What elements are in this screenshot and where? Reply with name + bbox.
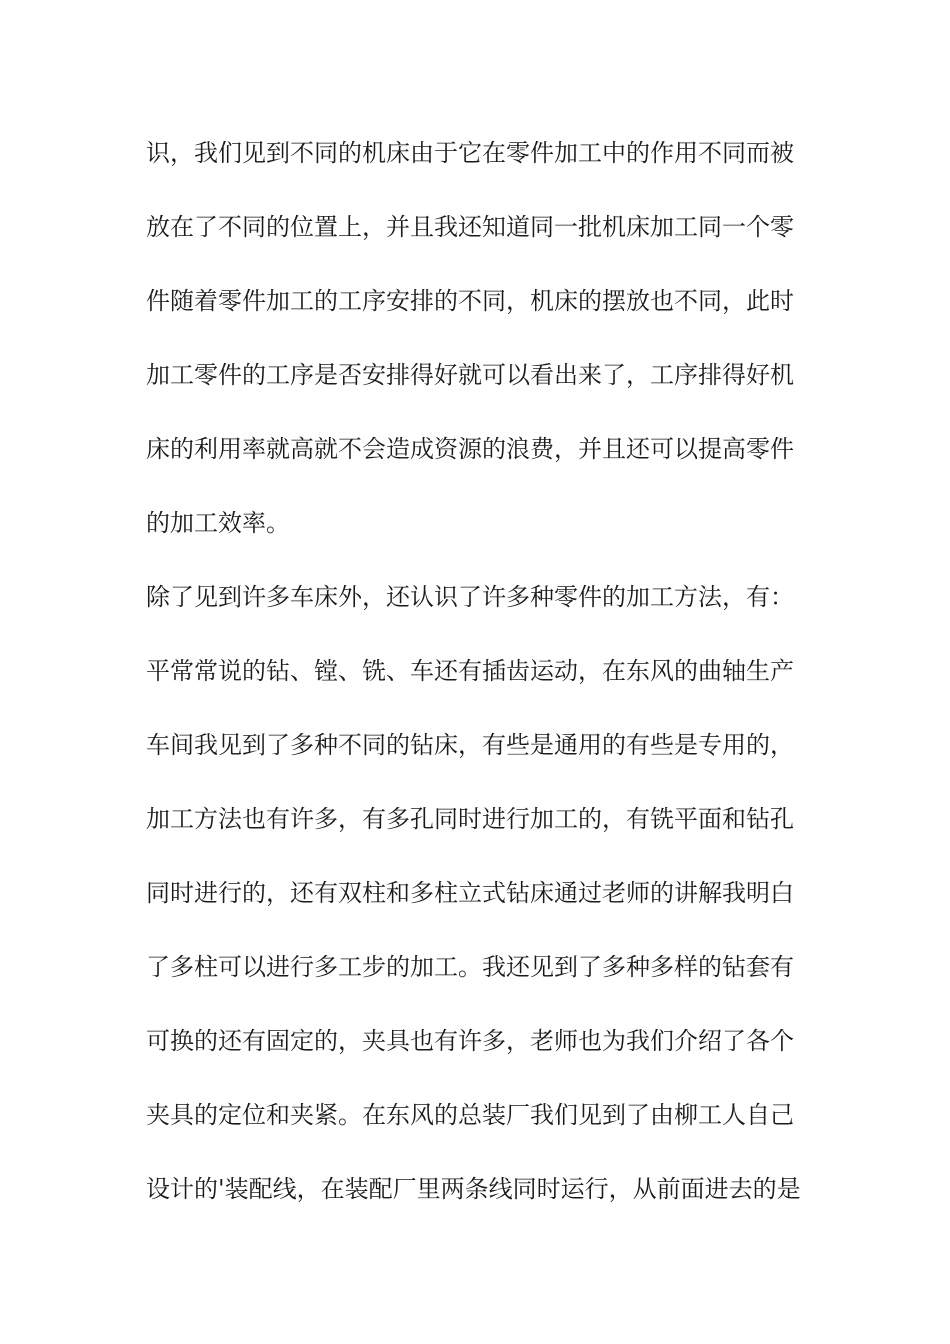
text-line: 平常常说的钻、镗、铣、车还有插齿运动，在东风的曲轴生产: [146, 657, 794, 685]
text-line: 的加工效率。: [146, 509, 290, 537]
text-line: 识，我们见到不同的机床由于它在零件加工中的作用不同而被: [146, 139, 794, 167]
text-line: 床的利用率就高就不会造成资源的浪费，并且还可以提高零件: [146, 435, 794, 463]
text-line: 加工零件的工序是否安排得好就可以看出来了，工序排得好机: [146, 361, 794, 389]
text-line: 了多柱可以进行多工步的加工。我还见到了多种多样的钻套有: [146, 953, 794, 981]
text-line: 加工方法也有许多，有多孔同时进行加工的，有铣平面和钻孔: [146, 805, 794, 833]
text-line: 夹具的定位和夹紧。在东风的总装厂我们见到了由柳工人自己: [146, 1101, 794, 1129]
text-line: 件随着零件加工的工序安排的不同，机床的摆放也不同，此时: [146, 287, 794, 315]
text-line: 放在了不同的位置上，并且我还知道同一批机床加工同一个零: [146, 213, 794, 241]
text-line: 除了见到许多车床外，还认识了许多种零件的加工方法，有：: [146, 583, 794, 611]
text-line: 可换的还有固定的，夹具也有许多，老师也为我们介绍了各个: [146, 1027, 794, 1055]
text-line: 设计的'装配线，在装配厂里两条线同时运行，从前面进去的是: [146, 1175, 801, 1203]
text-line: 同时进行的，还有双柱和多柱立式钻床通过老师的讲解我明白: [146, 879, 794, 907]
text-line: 车间我见到了多种不同的钻床，有些是通用的有些是专用的，: [146, 731, 794, 759]
